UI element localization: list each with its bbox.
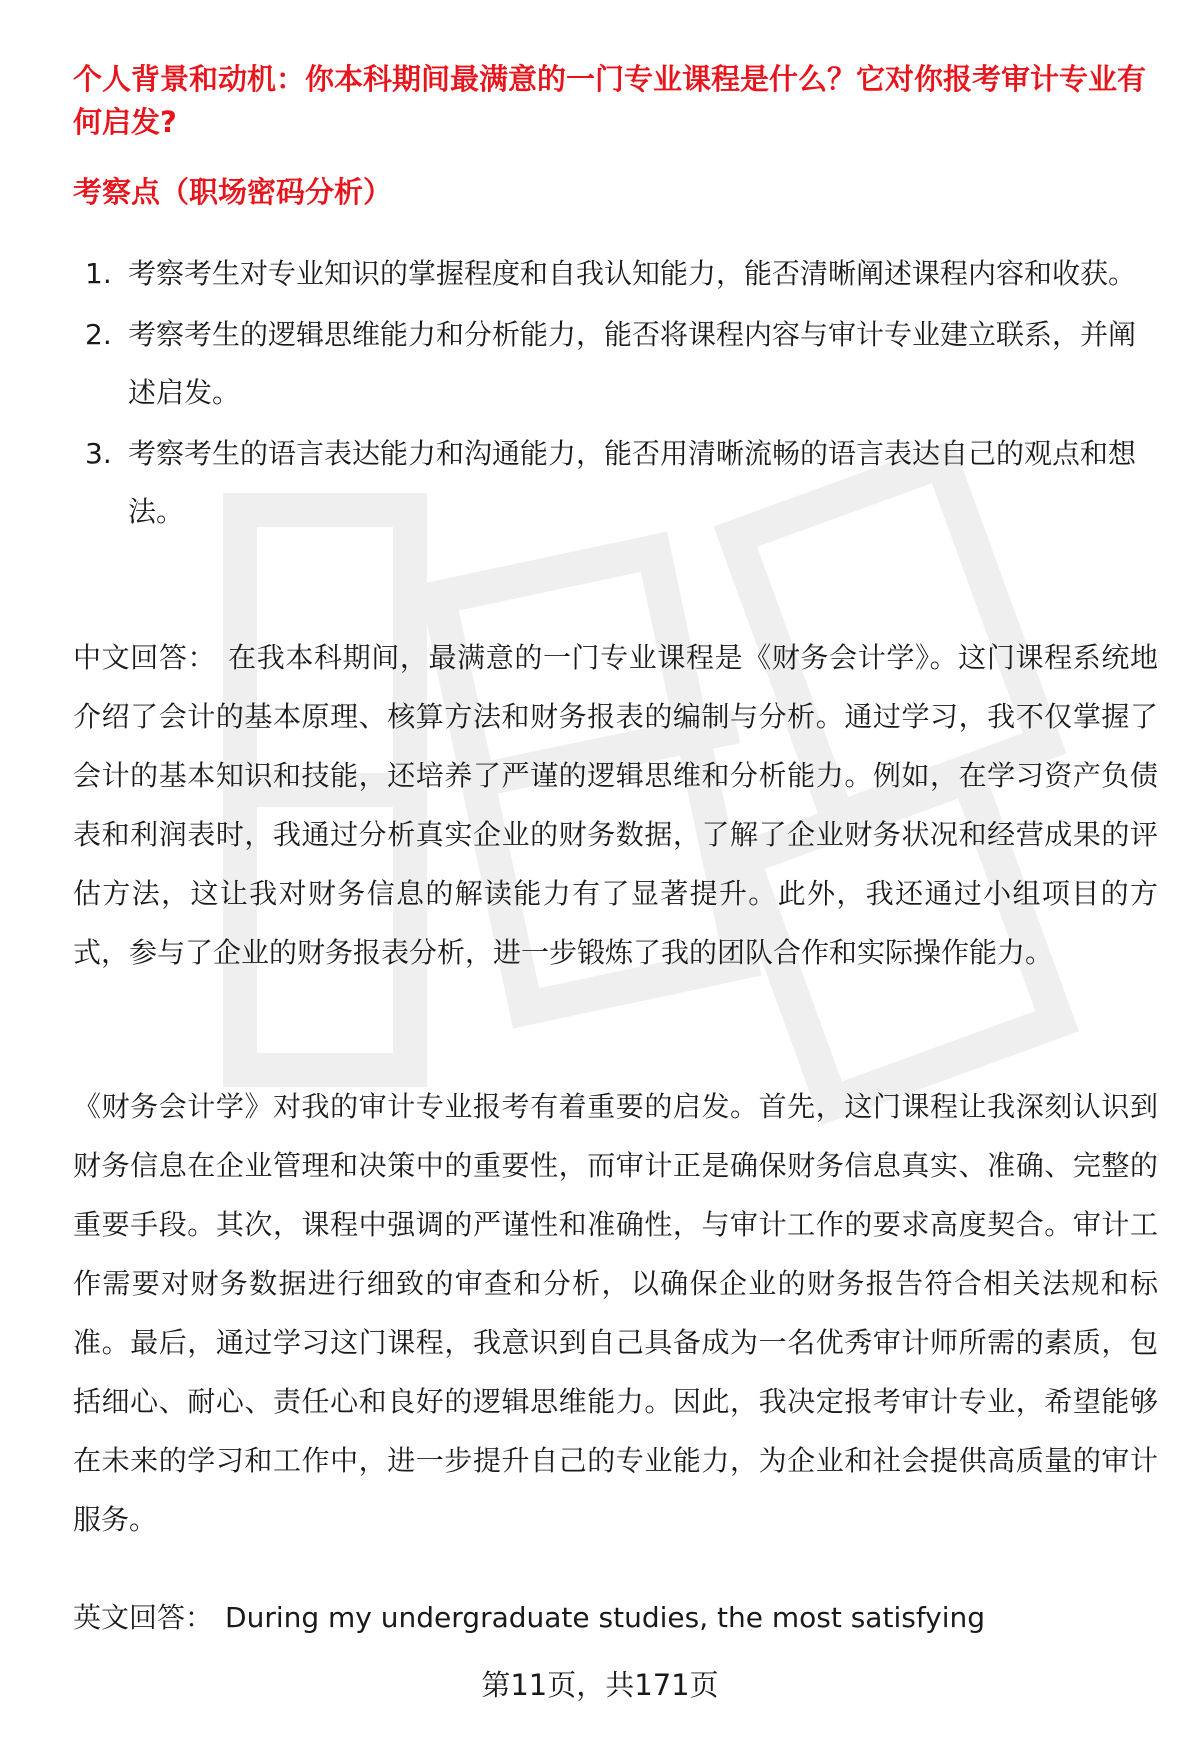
assessment-heading: 考察点（职场密码分析） (73, 175, 393, 209)
chinese-answer-label: 中文回答： (73, 641, 217, 674)
point-text: 考察考生对专业知识的掌握程度和自我认知能力，能否清晰阐述课程内容和收获。 (128, 257, 1137, 290)
assessment-point (73, 425, 1158, 541)
assessment-points-list (73, 245, 1158, 544)
assessment-point (73, 306, 1158, 422)
point-number: 3. (85, 437, 112, 470)
english-answer-label: 英文回答： (73, 1601, 214, 1634)
chinese-answer-text: 在我本科期间，最满意的一门专业课程是《财务会计学》。这门课程系统地介绍了会计的基本原理、核算方法和财务报表的编制与分析。通过学习，我不仅掌握了会计的基本知识和技能，还培养了严谨的逻辑思维和分析能力。例如，在学习资产负债表和利润表时，我通过分析真实企业的财务数据，了解了企业财务状况和经营成果的评估方法，这让我对财务信息的解读能力有了显著提升。此外，我还通过小组项目的方式，参与了企业的财务报表分析，进一步锻炼了我的团队合作和实际操作能力。 (73, 641, 1158, 969)
chinese-answer-paragraph (73, 628, 1158, 982)
point-number: 1. (85, 257, 112, 290)
point-text: 考察考生的逻辑思维能力和分析能力，能否将课程内容与审计专业建立联系，并阐述启发。 (128, 318, 1137, 409)
question-title: 个人背景和动机：你本科期间最满意的一门专业课程是什么？它对你报考审计专业有何启发? (73, 62, 1147, 139)
english-answer-text: During my undergraduate studies, the most satisfying (225, 1601, 986, 1634)
point-number: 2. (85, 318, 112, 351)
assessment-point (73, 245, 1158, 303)
english-answer-paragraph (73, 1588, 1158, 1647)
insight-paragraph: 《财务会计学》对我的审计专业报考有着重要的启发。首先，这门课程让我深刻认识到财务信息在企业管理和决策中的重要性，而审计正是确保财务信息真实、准确、完整的重要手段。其次，课程中强调的严谨性和准确性，与审计工作的要求高度契合。审计工作需要对财务数据进行细致的审查和分析，以确保企业的财务报告符合相关法规和标准。最后，通过学习这门课程，我意识到自己具备成为一名优秀审计师所需的素质，包括细心、耐心、责任心和良好的逻辑思维能力。因此，我决定报考审计专业，希望能够在未来的学习和工作中，进一步提升自己的专业能力，为企业和社会提供高质量的审计服务。 (73, 1090, 1158, 1536)
page-footer: 第11页，共171页 (481, 1668, 719, 1702)
point-text: 考察考生的语言表达能力和沟通能力，能否用清晰流畅的语言表达自己的观点和想法。 (128, 437, 1137, 528)
